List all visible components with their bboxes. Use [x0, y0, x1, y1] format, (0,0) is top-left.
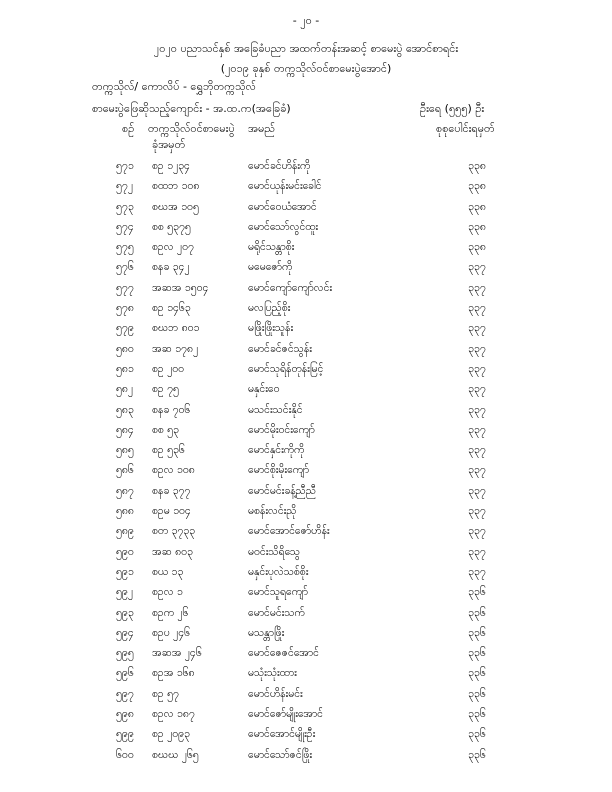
student-name: မဝင်းသိရိသွေ: [248, 545, 301, 558]
table-row: [0, 566, 612, 586]
table-row: [0, 383, 612, 403]
table-row: [0, 667, 612, 687]
score: ၃၃၆: [468, 626, 486, 639]
table-row: [0, 485, 612, 505]
score: ၃၃၇: [468, 403, 486, 416]
student-name: မောင်စိုးမိုးကျော်: [248, 464, 310, 477]
row-number: ၅၈၆: [116, 464, 134, 477]
score: ၃၃၇: [468, 281, 486, 294]
roll-number: စဃဘ ၈၀၁: [152, 322, 200, 335]
row-number: ၅၉၇: [116, 687, 134, 700]
student-name: မောင်သူရကျော်: [248, 586, 308, 599]
student-name: မောင်ခင်ဟိန်းကို: [248, 160, 311, 172]
score: ၃၃၇: [468, 362, 486, 375]
row-number: ၅၇၄: [116, 220, 134, 233]
score: ၃၃၇: [468, 565, 486, 578]
student-name: မောင်မိုးဝင်းကျော်: [248, 423, 315, 436]
score: ၃၃၈: [468, 160, 486, 172]
student-name: မောင်အောင်မျိုးဦး: [248, 728, 316, 741]
score: ၃၃၆: [468, 728, 486, 741]
student-name: မသင်းသင်းနိုင်: [248, 403, 303, 416]
row-number: ၅၇၉: [116, 322, 134, 335]
score: ၃၃၈: [468, 220, 486, 233]
student-name: မောင်ဟိန်းမင်း: [248, 687, 303, 700]
row-number: ၅၉၃: [116, 606, 134, 619]
row-number: ၅၈၈: [116, 505, 134, 518]
table-row: [0, 180, 612, 200]
row-number: ၅၇၃: [116, 200, 134, 213]
roll-number: စဥမ ၁၀၄: [152, 505, 191, 518]
student-name: မောင်ဝေယံအောင်: [248, 200, 317, 213]
roll-number: စတ ၃၇၃၃: [152, 525, 196, 538]
row-number: ၆၀၀: [116, 748, 134, 761]
result-list: [0, 160, 612, 769]
student-name: မောင်ယုန်းမင်းခေါင်: [248, 180, 322, 193]
row-number: ၅၉၁: [116, 565, 134, 578]
column-header-name: အမည်: [248, 122, 276, 135]
row-number: ၅၉၈: [116, 708, 134, 721]
row-number: ၅၇၆: [116, 261, 134, 274]
document-title: ၂၀၂၀ ပညာသင်နှစ် အခြေခံပညာ အထက်တန်းအဆင့် စာမေးပွဲ အောင်စာရင်း: [153, 42, 459, 55]
row-number: ၅၉၉: [116, 728, 134, 741]
score: ၃၃၇: [468, 383, 486, 396]
page-number: - ၂၀ -: [292, 14, 320, 27]
row-number: ၅၉၀: [116, 545, 134, 558]
student-name: မဖြိုးဖြိုးသူန်း: [248, 322, 294, 335]
score: ၃၃၆: [468, 708, 486, 721]
column-header-score: စုစုပေါင်းရမှတ်: [436, 122, 495, 135]
row-number: ၅၉၆: [116, 667, 134, 680]
table-row: [0, 261, 612, 281]
table-row: [0, 444, 612, 464]
row-number: ၅၈၇: [116, 484, 134, 497]
student-name: မောင်နှင်းကိုကို: [248, 444, 305, 457]
score: ၃၃၇: [468, 322, 486, 335]
student-name: မောင်ဇော်မျိုးအောင်: [248, 708, 324, 721]
student-name: မလပြည့်စိုး: [248, 302, 291, 315]
student-name: မောင်သုရိန်တုန်းမြင့်: [248, 362, 324, 375]
table-row: [0, 160, 612, 180]
student-name: မသန္တာဖြိုး: [248, 626, 285, 639]
roll-number: စဃအ ၁၀၅: [152, 200, 199, 213]
row-number: ၅၈၁: [116, 362, 134, 375]
column-header-no: စဉ်: [122, 122, 135, 135]
table-row: [0, 708, 612, 728]
student-name: မောင်အောင်ဇော်ဟိန်း: [248, 525, 330, 538]
roll-number: စဥက ၂၆: [152, 606, 189, 619]
score: ၃၃၇: [468, 464, 486, 477]
roll-number: စဥပ ၂၄၆: [152, 626, 191, 639]
roll-number: စဥ ၁၄၆၃: [152, 302, 191, 315]
roll-number: စဥအ ၁၆၈: [152, 667, 195, 680]
table-row: [0, 343, 612, 363]
score: ၃၃၇: [468, 302, 486, 315]
student-name: မမေဇော်ကို: [248, 261, 293, 274]
score: ၃၃၆: [468, 687, 486, 700]
total-count-label: ဦးရေ (၅၅၅) ဦး: [420, 102, 485, 115]
roll-number: စဥ ၇၅: [152, 383, 179, 396]
score: ၃၃၈: [468, 200, 486, 213]
table-row: [0, 505, 612, 525]
table-row: [0, 404, 612, 424]
table-row: [0, 627, 612, 647]
student-name: မသုံးသုံးထား: [248, 667, 297, 680]
table-row: [0, 322, 612, 342]
student-name: မောင်ဇေဇင်အောင်: [248, 647, 319, 660]
roll-number: စနခ ၃၇၇: [152, 484, 191, 497]
roll-number: စယ ၁၃: [152, 565, 184, 578]
score: ၃၃၇: [468, 545, 486, 558]
roll-number: စထဘ ၁၀၈: [152, 180, 200, 193]
score: ၃၃၆: [468, 667, 486, 680]
roll-number: စဥလ ၂၀၇: [152, 241, 194, 254]
row-number: ၅၇၇: [116, 281, 134, 294]
table-row: [0, 424, 612, 444]
row-number: ၅၇၁: [116, 160, 134, 172]
roll-number: အဆအ ၂၄၆: [152, 647, 202, 660]
score: ၃၃၇: [468, 484, 486, 497]
student-name: မနှင်းဝေ: [248, 383, 280, 396]
roll-number: စနခ ၇၀၆: [152, 403, 191, 416]
roll-number: စဃဃ ၂၆၅: [152, 748, 199, 761]
score: ၃၃၈: [468, 180, 486, 193]
table-row: [0, 586, 612, 606]
row-number: ၅၈၃: [116, 403, 134, 416]
score: ၃၃၆: [468, 748, 486, 761]
student-name: မောင်ခင်ဇင်သွန်း: [248, 342, 312, 355]
roll-number: စနခ ၃၄၂: [152, 261, 190, 274]
row-number: ၅၇၅: [116, 241, 134, 254]
roll-number: အဆအ ၁၅၀၄: [152, 281, 209, 294]
score: ၃၃၇: [468, 525, 486, 538]
table-row: [0, 221, 612, 241]
score: ၃၃၆: [468, 606, 486, 619]
table-row: [0, 302, 612, 322]
score: ၃၃၈: [468, 241, 486, 254]
student-name: မောင်မင်းသက်: [248, 606, 305, 619]
roll-number: စဥ ၅၃၆: [152, 444, 185, 457]
score: ၃၃၇: [468, 444, 486, 457]
row-number: ၅၇၂: [116, 180, 133, 193]
roll-number: စဥလ ၁၀၈: [152, 464, 195, 477]
table-row: [0, 546, 612, 566]
score: ၃၃၆: [468, 647, 486, 660]
table-row: [0, 241, 612, 261]
roll-number: စဥ ၁၂၃၄: [152, 160, 190, 172]
student-name: မောင်သော်လွင်ထူး: [248, 220, 319, 233]
student-name: မောင်ကျော်ကျော်လင်း: [248, 281, 333, 294]
score: ၃၃၆: [468, 586, 486, 599]
document-subtitle: (၂၀၁၉ ခုနှစ် တက္ကသိုလ်ဝင်စာမေးပွဲအောင်): [220, 62, 392, 75]
table-row: [0, 282, 612, 302]
student-name: မရိုင်သန္တာစိုး: [248, 241, 295, 254]
row-number: ၅၈၀: [116, 342, 134, 355]
roll-number: စဥ ၅၇: [152, 687, 179, 700]
row-number: ၅၉၂: [116, 586, 133, 599]
exam-center-label: စာမေးပွဲဖြေဆိုသည့်ကျောင်း - အ.ထ.က(အခြေခံ): [92, 102, 291, 115]
roll-number: စဥလ ၁: [152, 586, 183, 599]
table-row: [0, 363, 612, 383]
student-name: မစန်းလင်းညို: [248, 505, 297, 518]
row-number: ၅၈၅: [116, 444, 134, 457]
table-row: [0, 749, 612, 769]
row-number: ၅၉၅: [116, 647, 134, 660]
student-name: မနှင်းပုလဲသစ်စိုး: [248, 565, 309, 578]
score: ၃၃၇: [468, 423, 486, 436]
roll-number: စဥလ ၁၈၇: [152, 708, 195, 721]
score: ၃၃၇: [468, 342, 486, 355]
roll-number: စဥ ၂၀၀: [152, 362, 185, 375]
table-row: [0, 201, 612, 221]
roll-number: စစ ၅၃: [152, 423, 179, 436]
roll-number: အဆ ၈၀၃: [152, 545, 193, 558]
table-row: [0, 525, 612, 545]
row-number: ၅၈၉: [116, 525, 134, 538]
roll-number: စဥ ၂၀၉၃: [152, 728, 190, 741]
column-header-roll-sub: ခုံအမှတ်: [152, 138, 186, 151]
row-number: ၅၈၂: [116, 383, 134, 396]
table-row: [0, 647, 612, 667]
table-row: [0, 464, 612, 484]
roll-number: အဆ ၁၇၈၂: [152, 342, 199, 355]
row-number: ၅၇၈: [116, 302, 134, 315]
student-name: မောင်မင်းခန့်ညီညီ: [248, 484, 316, 497]
table-row: [0, 607, 612, 627]
university-label: တက္ကသိုလ်/ ကောလိပ် - ရွှေဘိုတက္ကသိုလ်: [92, 80, 256, 93]
row-number: ၅၉၄: [116, 626, 134, 639]
table-row: [0, 728, 612, 748]
row-number: ၅၈၄: [116, 423, 134, 436]
student-name: မောင်သော်ဇင်ဖြိုး: [248, 748, 313, 761]
table-row: [0, 688, 612, 708]
column-header-roll: တက္ကသိုလ်ဝင်စာမေးပွဲ: [148, 122, 235, 135]
score: ၃၃၇: [468, 505, 486, 518]
score: ၃၃၇: [468, 261, 486, 274]
roll-number: စစ ၅၃၇၅: [152, 220, 191, 233]
